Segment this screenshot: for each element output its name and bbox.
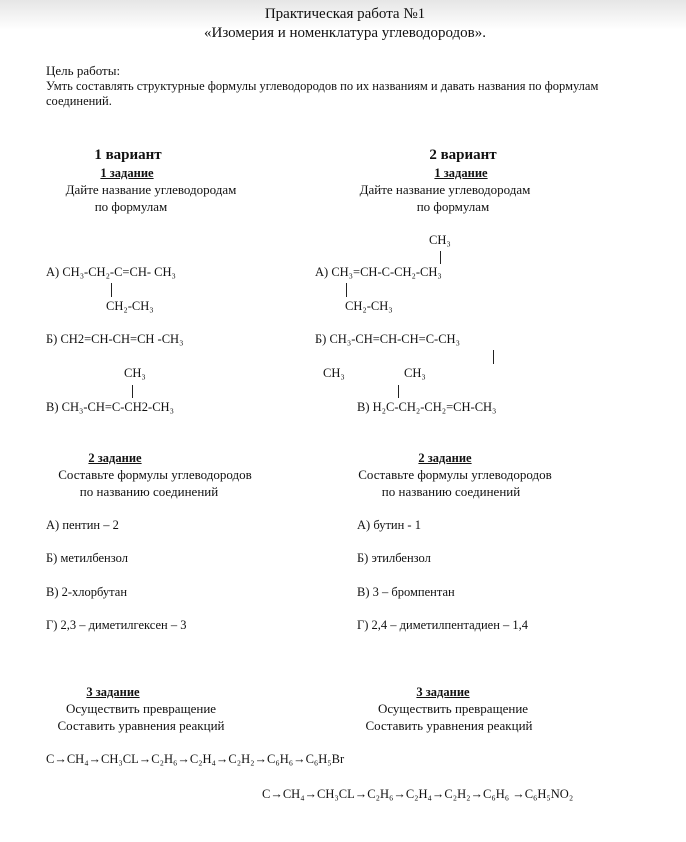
v1-formula-v-top: CH₃	[124, 366, 146, 380]
v1-formula-b: Б) CH2=CH-CH=CH -CH₃	[46, 332, 184, 346]
v1-task1-instruction-1: Дайте название углеводородам	[65, 182, 237, 197]
v2-formula-b-sub2: CH₃	[404, 366, 426, 380]
v2-formula-b: Б) CH₃-CH=CH-CH=C-CH₃	[315, 332, 460, 346]
variant-1-heading: 1 вариант	[94, 147, 162, 163]
v2-task2-item-g: Г) 2,4 – диметилпентадиен – 1,4	[357, 618, 529, 632]
v2-task3-instruction-2: Составить уравнения реакций	[365, 718, 533, 733]
v2-task2-instruction-2: по названию соединений	[381, 484, 521, 499]
v1-formula-a-main: CH₃-CH₂-C=CH- CH₃	[62, 265, 176, 279]
page-title: Практическая работа №1	[264, 6, 426, 22]
v2-task1-instruction-1: Дайте название углеводородам	[359, 182, 531, 197]
v1-task2-item-v: В) 2-хлорбутан	[46, 585, 128, 599]
v1-formula-a-bond	[111, 283, 112, 297]
v2-formula-a-top: CH₃	[429, 233, 451, 247]
v2-formula-v-bond	[398, 385, 399, 398]
v1-task1-label: 1 задание	[100, 166, 154, 180]
variant-2-heading: 2 вариант	[429, 147, 497, 163]
v2-task1-label: 1 задание	[434, 166, 488, 180]
v2-formula-b-sub1: CH₃	[323, 366, 345, 380]
goal-label: Цель работы:	[46, 63, 121, 78]
page-subtitle: «Изомерия и номенклатура углеводородов».	[204, 25, 486, 41]
v1-formula-a	[46, 265, 176, 280]
v1-task2-item-b: Б) метилбензол	[46, 551, 128, 565]
v2-task1-instruction-2: по формулам	[416, 199, 490, 214]
v2-task3-chain: C→CH₄→CH₃CL→C₂H₆→C₂H₄→C₂H₂→C₆H₆ →C₆H₅NO₂	[262, 787, 574, 801]
v2-task3-instruction-1: Осуществить превращение	[377, 701, 529, 716]
v1-task2-instruction-1: Составьте формулы углеводородов	[58, 467, 252, 482]
v1-task1-instruction-2: по формулам	[94, 199, 168, 214]
v2-task3-label: 3 задание	[416, 685, 470, 699]
v1-task3-chain: C→CH₄→CH₃CL→C₂H₆→C₂H₄→C₂H₂→C₆H₆→C₆H₅Br	[46, 752, 345, 766]
v1-task2-instruction-2: по названию соединений	[79, 484, 219, 499]
v1-task2-item-g: Г) 2,3 – диметилгексен – 3	[46, 618, 187, 632]
v2-task2-item-v: В) 3 – бромпентан	[357, 585, 455, 599]
v1-task2-label: 2 задание	[88, 451, 142, 465]
v2-formula-a-bond	[346, 283, 347, 297]
v1-formula-v-bond	[132, 385, 133, 398]
v1-task3-instruction-2: Составить уравнения реакций	[57, 718, 225, 733]
v1-formula-v: В) CH₃-CH=C-CH2-CH₃	[46, 400, 174, 414]
v2-formula-v: В) H₂C-CH₂-CH₂=CH-CH₃	[357, 400, 497, 414]
v2-task2-item-b: Б) этилбензол	[357, 551, 431, 565]
goal-text: Умть составлять структурные формулы углеводородов по их названиям и давать названия по формулам соединений.	[46, 79, 599, 108]
v2-formula-b-bond	[493, 350, 494, 364]
v2-formula-a-branch: CH₂-CH₃	[345, 299, 393, 313]
v2-task2-item-a: А) бутин - 1	[357, 518, 421, 532]
v2-formula-a-top-bond	[440, 251, 441, 264]
v1-formula-a-branch: CH₂-CH₃	[106, 299, 154, 313]
v1-formula-a-prefix: А)	[46, 265, 63, 279]
v2-formula-a: А) CH₃=CH-C-CH₂-CH₃	[315, 265, 442, 279]
v2-task2-label: 2 задание	[418, 451, 472, 465]
v1-task2-item-a: А) пентин – 2	[46, 518, 119, 532]
v1-task3-label: 3 задание	[86, 685, 140, 699]
v2-task2-instruction-1: Составьте формулы углеводородов	[358, 467, 552, 482]
v1-task3-instruction-1: Осуществить превращение	[65, 701, 217, 716]
